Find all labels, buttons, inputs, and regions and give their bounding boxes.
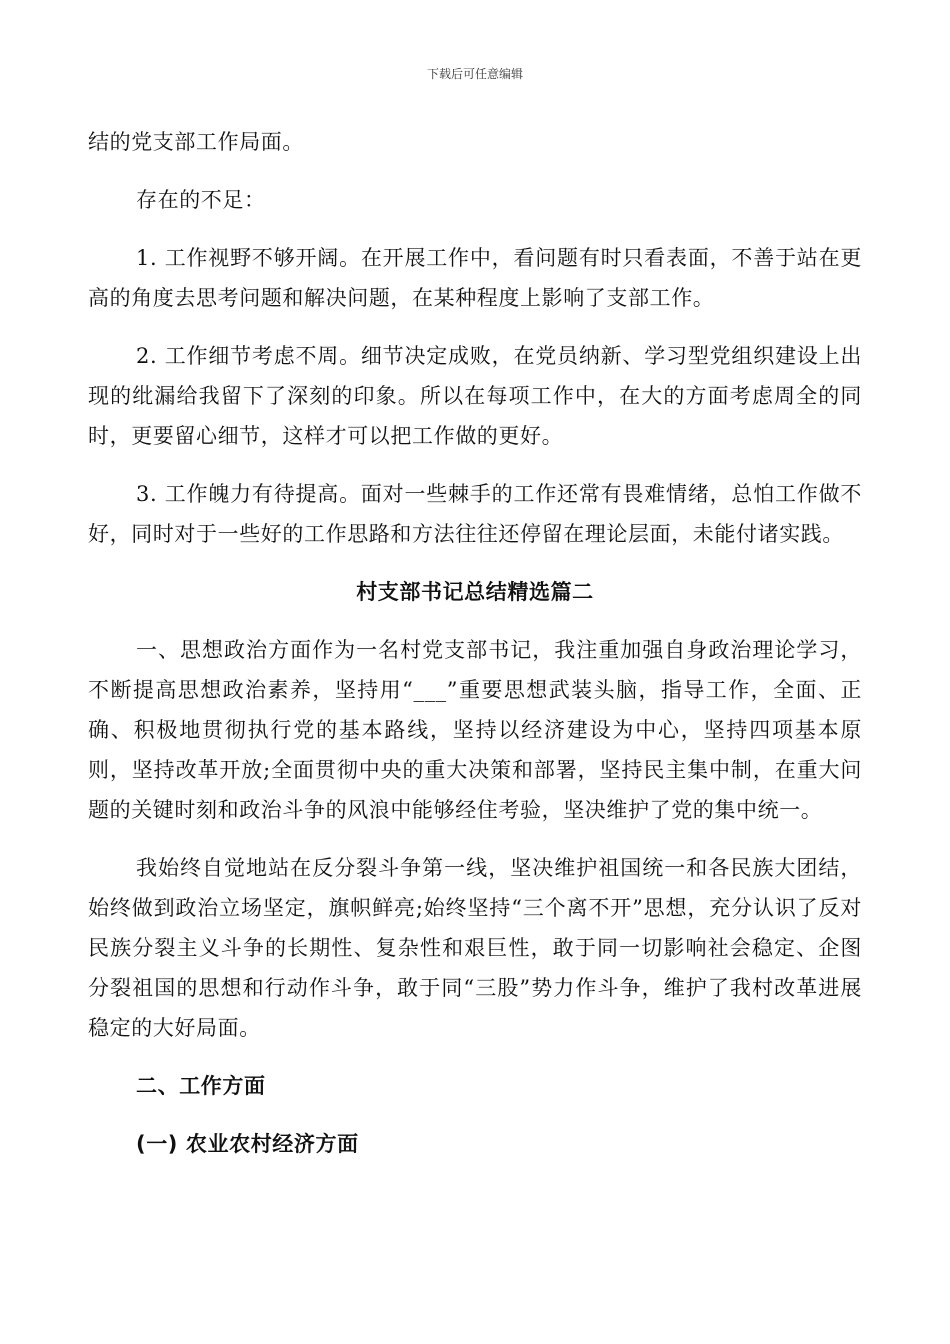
heading-work: 二、工作方面 <box>136 1074 266 1098</box>
paragraph-anti-separatism: 我始终自觉地站在反分裂斗争第一线，坚决维护祖国统一和各民族大团结，始终做到政治立场坚定，旗帜鲜亮;始终坚持“三个离不开”思想，充分认识了反对民族分裂主义斗争的长期性、复杂性和艰巨性，敢于同一切影响社会稳定、企图分裂祖国的思想和行动作斗争，敢于同“三股”势力作斗争，维护了我村改革进展稳定的大好局面。 <box>88 856 862 1040</box>
heading-agriculture: (一) 农业农村经济方面 <box>136 1132 359 1156</box>
document-body <box>88 122 862 1164</box>
paragraph-shortcoming-2: 2. 工作细节考虑不周。细节决定成败，在党员纳新、学习型党组织建设上出现的纰漏给我留下了深刻的印象。所以在每项工作中，在大的方面考虑周全的同时，更要留心细节，这样才可以把工作做的更好。 <box>88 344 862 448</box>
paragraph-political: 一、思想政治方面作为一名村党支部书记，我注重加强自身政治理论学习，不断提高思想政治素养，坚持用“___”重要思想武装头脑，指导工作，全面、正确、积极地贯彻执行党的基本路线，坚持以经济建设为中心，坚持四项基本原则，坚持改革开放;全面贯彻中央的重大决策和部署，坚持民主集中制，在重大问题的关键时刻和政治斗争的风浪中能够经住考验，坚决维护了党的集中统一。 <box>88 638 862 822</box>
paragraph-continuation: 结的党支部工作局面。 <box>88 130 304 154</box>
paragraph-shortcoming-1: 1. 工作视野不够开阔。在开展工作中，看问题有时只看表面，不善于站在更高的角度去思考问题和解决问题，在某种程度上影响了支部工作。 <box>88 246 862 310</box>
page-header: 下载后可任意编辑 <box>426 67 523 81</box>
section-title: 村支部书记总结精选篇二 <box>356 580 594 604</box>
paragraph-shortcoming-3: 3. 工作魄力有待提高。面对一些棘手的工作还常有畏难情绪，总怕工作做不好，同时对于一些好的工作思路和方法往往还停留在理论层面，未能付诸实践。 <box>88 482 862 546</box>
paragraph-shortcomings-intro: 存在的不足： <box>136 188 266 212</box>
